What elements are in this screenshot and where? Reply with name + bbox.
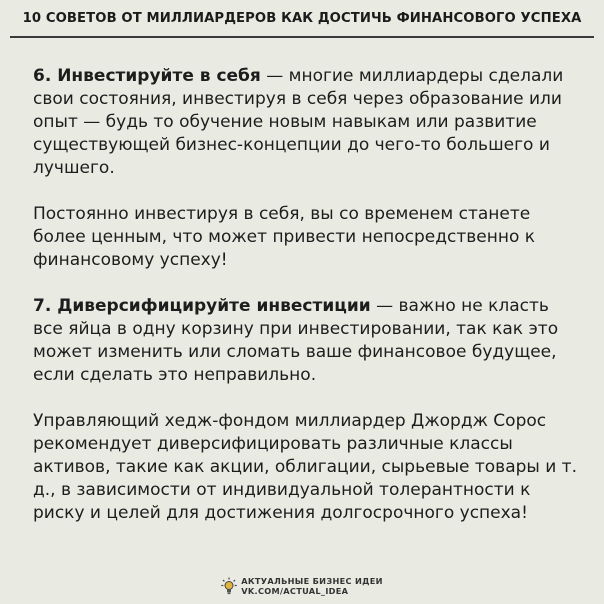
tip-body: — важно не класть все яйца в одну корзину при инвестировании, так как это может изменить или сломать ваше финансовое будущее, если сделать это неправильно.: [33, 296, 559, 385]
tip-extra-paragraph: Управляющий хедж-фондом миллиардер Джордж Сорос рекомендует диверсифицировать различные классы активов, такие как акции, облигации, сырьевые товары и т. д., в зависимости от индивидуальной толерантности к риску и целей для достижения долгосрочного успеха!: [33, 411, 577, 523]
tip-heading: 7. Диверсифицируйте инвестиции: [33, 296, 371, 316]
tip-extra-paragraph: Постоянно инвестируя в себя, вы со временем станете более ценным, что может привести непосредственно к финансовому успеху!: [33, 204, 536, 270]
article-content: [33, 65, 578, 548]
tip-paragraph: [33, 65, 578, 180]
lightbulb-icon: [221, 577, 237, 595]
footer-brand: [0, 576, 604, 596]
tip-paragraph: [33, 295, 578, 387]
brand-name: АКТУАЛЬНЫЕ БИЗНЕС ИДЕИ: [241, 576, 383, 586]
header-divider: [10, 36, 594, 38]
tip-body: — многие миллиардеры сделали свои состояния, инвестируя в себя через образование или опыт — будь то обучение новым навыкам или развитие существующей бизнес-концепции до чего-то большего и лучшего.: [33, 66, 564, 178]
footer-text: [241, 576, 383, 596]
header: [0, 0, 604, 36]
brand-link: VK.COM/ACTUAL_IDEA: [241, 586, 349, 596]
tip-heading: 6. Инвестируйте в себя: [33, 66, 261, 86]
page-title: 10 СОВЕТОВ ОТ МИЛЛИАРДЕРОВ КАК ДОСТИЧЬ ФИНАНСОВОГО УСПЕХА: [22, 10, 582, 26]
